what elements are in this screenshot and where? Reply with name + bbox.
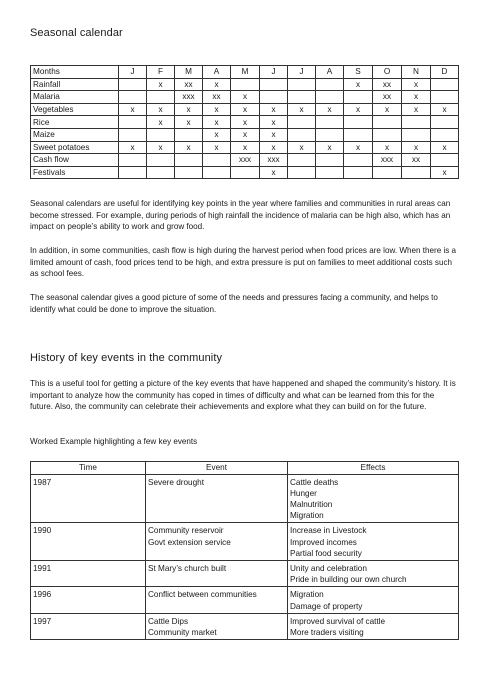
calendar-cell: x	[431, 166, 459, 179]
calendar-row-label: Malaria	[31, 91, 119, 104]
event-time: 1997	[31, 613, 146, 639]
calendar-cell	[431, 128, 459, 141]
effect-line: Damage of property	[290, 601, 363, 611]
calendar-cell	[231, 166, 260, 179]
calendar-cell: x	[402, 103, 431, 116]
calendar-cell: x	[344, 103, 373, 116]
event-effects	[288, 613, 459, 639]
effect-line: Pride in building our own church	[290, 575, 407, 585]
calendar-cell	[147, 154, 175, 167]
key-event-row	[31, 587, 459, 613]
calendar-cell: x	[260, 141, 288, 154]
calendar-cell: x	[431, 141, 459, 154]
event-effects	[288, 474, 459, 523]
calendar-row	[31, 154, 459, 167]
key-event-row	[31, 523, 459, 561]
calendar-row	[31, 78, 459, 91]
calendar-cell	[288, 166, 316, 179]
calendar-cell: x	[260, 103, 288, 116]
calendar-cell	[119, 166, 147, 179]
effect-line: Improved incomes	[290, 537, 357, 547]
calendar-cell: x	[373, 103, 402, 116]
calendar-cell: x	[260, 128, 288, 141]
seasonal-paragraph: Seasonal calendars are useful for identifying key points in the year where families and communities in rural areas can become stressed. For example, during periods of high rainfall the incidence of malaria can be high also, which has an impact on people’s ability to work and grow food.	[30, 199, 451, 232]
calendar-row-label: Rice	[31, 116, 119, 129]
calendar-cell	[119, 78, 147, 91]
event-description	[146, 560, 288, 586]
calendar-cell	[344, 128, 373, 141]
event-description	[146, 613, 288, 639]
calendar-cell: x	[147, 78, 175, 91]
calendar-cell: x	[175, 116, 203, 129]
calendar-cell	[175, 128, 203, 141]
calendar-cell	[344, 91, 373, 104]
calendar-cell	[402, 166, 431, 179]
calendar-cell: x	[316, 141, 344, 154]
event-line: St Mary’s church built	[148, 563, 227, 573]
calendar-cell: xx	[175, 78, 203, 91]
calendar-cell	[231, 78, 260, 91]
event-line: Conflict between communities	[148, 590, 257, 600]
calendar-row-label: Maize	[31, 128, 119, 141]
calendar-cell	[147, 91, 175, 104]
event-line: Community market	[148, 627, 217, 637]
calendar-cell: x	[402, 78, 431, 91]
history-intro-paragraph: This is a useful tool for getting a picture of the key events that have happened and shaped the community’s history. It is important to analyze how the community has coped in times of difficulty and what can be learned from this for the future. Also, the community can celebrate their achievements and explore what they can build on for the future.	[30, 379, 456, 412]
calendar-cell: x	[119, 141, 147, 154]
calendar-month-header: J	[260, 66, 288, 79]
event-description	[146, 523, 288, 561]
calendar-cell	[316, 116, 344, 129]
calendar-cell	[119, 154, 147, 167]
calendar-row	[31, 141, 459, 154]
calendar-cell	[288, 78, 316, 91]
calendar-cell	[147, 128, 175, 141]
event-description	[146, 587, 288, 613]
calendar-month-header: S	[344, 66, 373, 79]
calendar-cell	[431, 78, 459, 91]
event-line: Govt extension service	[148, 537, 231, 547]
calendar-month-header: M	[231, 66, 260, 79]
effect-line: Unity and celebration	[290, 563, 367, 573]
calendar-row	[31, 103, 459, 116]
calendar-cell	[288, 154, 316, 167]
calendar-month-header: F	[147, 66, 175, 79]
calendar-row	[31, 128, 459, 141]
calendar-row-label: Sweet potatoes	[31, 141, 119, 154]
calendar-cell: x	[260, 166, 288, 179]
effect-line: Migration	[290, 511, 324, 521]
calendar-cell: xx	[402, 154, 431, 167]
calendar-cell	[316, 91, 344, 104]
calendar-cell	[344, 166, 373, 179]
calendar-cell: x	[119, 103, 147, 116]
event-time: 1996	[31, 587, 146, 613]
calendar-cell	[203, 154, 231, 167]
calendar-month-header: A	[316, 66, 344, 79]
calendar-cell: x	[288, 103, 316, 116]
column-header-time: Time	[31, 462, 146, 475]
column-header-event: Event	[146, 462, 288, 475]
event-time: 1991	[31, 560, 146, 586]
calendar-cell	[316, 154, 344, 167]
event-effects	[288, 523, 459, 561]
calendar-cell: x	[203, 128, 231, 141]
event-time: 1987	[31, 474, 146, 523]
calendar-cell: x	[231, 128, 260, 141]
calendar-month-header: O	[373, 66, 402, 79]
calendar-header-row	[31, 66, 459, 79]
effect-line: Increase in Livestock	[290, 526, 367, 536]
calendar-cell	[316, 128, 344, 141]
calendar-month-header: J	[288, 66, 316, 79]
calendar-months-label: Months	[31, 66, 119, 79]
calendar-cell	[119, 116, 147, 129]
calendar-cell	[260, 78, 288, 91]
calendar-cell: x	[203, 78, 231, 91]
key-event-row	[31, 474, 459, 523]
event-time: 1990	[31, 523, 146, 561]
history-section-title: History of key events in the community	[30, 352, 223, 364]
event-line: Cattle Dips	[148, 616, 189, 626]
calendar-row-label: Rainfall	[31, 78, 119, 91]
column-header-effects: Effects	[288, 462, 459, 475]
calendar-cell	[175, 166, 203, 179]
calendar-cell	[288, 116, 316, 129]
effect-line: Malnutrition	[290, 499, 333, 509]
calendar-cell: xxx	[175, 91, 203, 104]
calendar-cell: x	[431, 103, 459, 116]
calendar-cell	[402, 128, 431, 141]
calendar-cell	[373, 116, 402, 129]
effect-line: More traders visiting	[290, 627, 364, 637]
calendar-month-header: A	[203, 66, 231, 79]
calendar-cell: x	[402, 91, 431, 104]
key-event-row	[31, 560, 459, 586]
seasonal-calendar-table	[30, 65, 459, 179]
calendar-cell	[203, 166, 231, 179]
calendar-cell	[373, 128, 402, 141]
calendar-cell: x	[175, 141, 203, 154]
calendar-cell: xx	[373, 78, 402, 91]
calendar-cell: x	[344, 141, 373, 154]
calendar-cell: x	[147, 141, 175, 154]
effect-line: Migration	[290, 590, 324, 600]
calendar-month-header: D	[431, 66, 459, 79]
calendar-month-header: N	[402, 66, 431, 79]
seasonal-paragraph: The seasonal calendar gives a good picture of some of the needs and pressures facing a community, and helps to identify what could be done to improve the situation.	[30, 293, 438, 314]
calendar-cell: xx	[373, 91, 402, 104]
event-effects	[288, 587, 459, 613]
calendar-cell: x	[260, 116, 288, 129]
event-description	[146, 474, 288, 523]
calendar-row-label: Festivals	[31, 166, 119, 179]
calendar-row	[31, 116, 459, 129]
calendar-cell	[316, 166, 344, 179]
calendar-cell	[344, 116, 373, 129]
calendar-cell	[431, 116, 459, 129]
calendar-cell: x	[231, 116, 260, 129]
event-line: Community reservoir	[148, 526, 224, 536]
calendar-cell: xxx	[373, 154, 402, 167]
calendar-cell	[288, 128, 316, 141]
calendar-cell	[147, 166, 175, 179]
calendar-cell: x	[344, 78, 373, 91]
calendar-cell	[431, 91, 459, 104]
calendar-cell: x	[203, 141, 231, 154]
calendar-cell: x	[402, 141, 431, 154]
seasonal-calendar-title: Seasonal calendar	[30, 27, 123, 39]
calendar-cell: xx	[203, 91, 231, 104]
calendar-cell: x	[147, 103, 175, 116]
calendar-cell: x	[203, 103, 231, 116]
calendar-cell: xxx	[231, 154, 260, 167]
calendar-cell: x	[203, 116, 231, 129]
calendar-cell	[402, 116, 431, 129]
calendar-cell: x	[175, 103, 203, 116]
calendar-cell: x	[231, 141, 260, 154]
calendar-cell	[119, 128, 147, 141]
calendar-cell	[288, 91, 316, 104]
calendar-row	[31, 91, 459, 104]
calendar-cell: x	[231, 91, 260, 104]
calendar-row-label: Vegetables	[31, 103, 119, 116]
effect-line: Hunger	[290, 488, 317, 498]
worked-example-label: Worked Example highlighting a few key events	[30, 437, 198, 446]
calendar-month-header: J	[119, 66, 147, 79]
calendar-cell	[316, 78, 344, 91]
calendar-cell: x	[373, 141, 402, 154]
calendar-cell	[373, 166, 402, 179]
calendar-cell	[344, 154, 373, 167]
calendar-cell: xxx	[260, 154, 288, 167]
effect-line: Partial food security	[290, 548, 362, 558]
seasonal-paragraph: In addition, in some communities, cash flow is high during the harvest period when food prices are low. When there is a limited amount of cash, food prices tend to be high, and extra pressure is put on families to meet additional costs such as school fees.	[30, 246, 457, 279]
calendar-cell: x	[316, 103, 344, 116]
event-effects	[288, 560, 459, 586]
calendar-row	[31, 166, 459, 179]
effect-line: Cattle deaths	[290, 477, 339, 487]
calendar-month-header: M	[175, 66, 203, 79]
calendar-cell: x	[231, 103, 260, 116]
calendar-cell	[175, 154, 203, 167]
event-line: Severe drought	[148, 477, 204, 487]
calendar-cell: x	[147, 116, 175, 129]
calendar-cell	[260, 91, 288, 104]
effect-line: Improved survival of cattle	[290, 616, 386, 626]
key-events-header-row	[31, 462, 459, 475]
calendar-cell	[431, 154, 459, 167]
key-event-row	[31, 613, 459, 639]
key-events-table	[30, 461, 459, 640]
calendar-cell	[119, 91, 147, 104]
calendar-row-label: Cash flow	[31, 154, 119, 167]
calendar-cell: x	[288, 141, 316, 154]
